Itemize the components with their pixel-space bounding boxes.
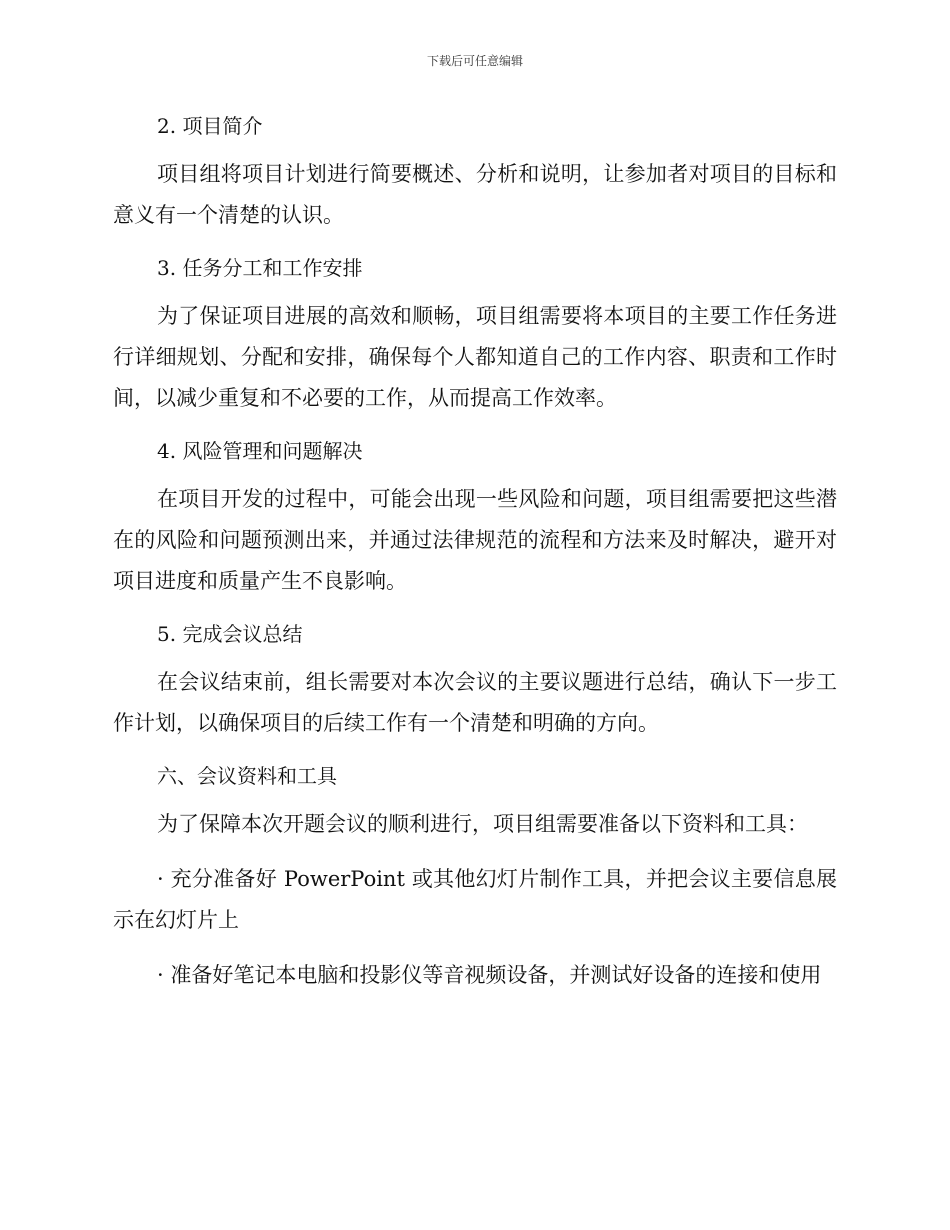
section-heading-meeting-summary: 5. 完成会议总结 bbox=[157, 622, 303, 646]
page-header: 下载后可任意编辑 bbox=[426, 54, 523, 68]
paragraph-meeting-summary: 在会议结束前，组长需要对本次会议的主要议题进行总结，确认下一步工作计划，以确保项目的后续工作有一个清楚和明确的方向。 bbox=[113, 670, 837, 735]
bullet-item-equipment: · 准备好笔记本电脑和投影仪等音视频设备，并测试好设备的连接和使用 bbox=[157, 963, 822, 987]
section-heading-materials-tools: 六、会议资料和工具 bbox=[157, 764, 337, 788]
section-heading-task-division: 3. 任务分工和工作安排 bbox=[157, 256, 363, 280]
section-heading-project-intro: 2. 项目简介 bbox=[157, 114, 263, 138]
paragraph-risk-management: 在项目开发的过程中，可能会出现一些风险和问题，项目组需要把这些潜在的风险和问题预测出来，并通过法律规范的流程和方法来及时解决，避开对项目进度和质量产生不良影响。 bbox=[113, 487, 837, 593]
document-body bbox=[113, 108, 837, 996]
section-heading-risk-management: 4. 风险管理和问题解决 bbox=[157, 439, 363, 463]
paragraph-materials-intro: 为了保障本次开题会议的顺利进行，项目组需要准备以下资料和工具： bbox=[157, 812, 808, 836]
paragraph-task-division: 为了保证项目进展的高效和顺畅，项目组需要将本项目的主要工作任务进行详细规划、分配和安排，确保每个人都知道自己的工作内容、职责和工作时间，以减少重复和不必要的工作，从而提高工作效率。 bbox=[113, 304, 837, 410]
bullet-item-powerpoint: · 充分准备好 PowerPoint 或其他幻灯片制作工具，并把会议主要信息展示在幻灯片上 bbox=[113, 867, 837, 932]
paragraph-project-intro: 项目组将项目计划进行简要概述、分析和说明，让参加者对项目的目标和意义有一个清楚的认识。 bbox=[113, 162, 837, 227]
